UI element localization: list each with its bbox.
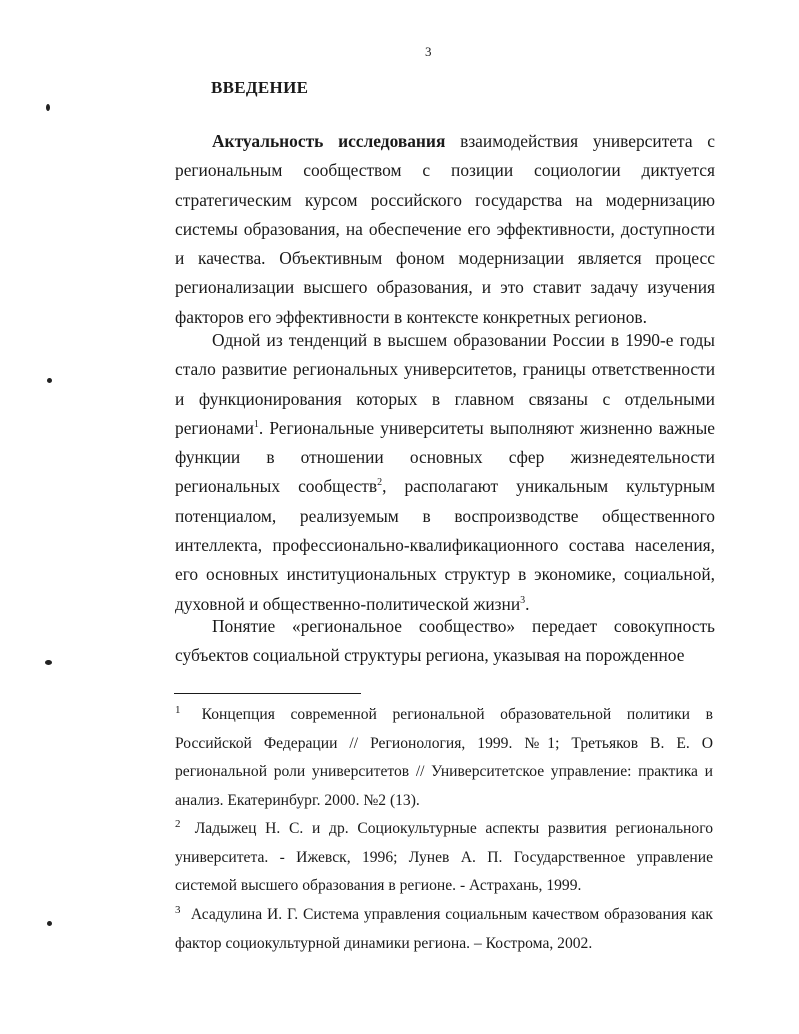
- paragraph-3: [175, 612, 715, 671]
- footnote-ref-1: 1: [253, 419, 259, 431]
- scan-speck: [45, 660, 52, 665]
- footnote-separator: [174, 693, 361, 694]
- footnote-3-text: Асадулина И. Г. Система управления социальным качеством образования как фактор социокультурной динамики региона. – Кострома, 2002.: [175, 906, 713, 952]
- page-number: 3: [425, 44, 432, 59]
- scan-speck: [47, 921, 52, 926]
- section-heading: ВВЕДЕНИЕ: [211, 78, 309, 97]
- paragraph-1-text: взаимодействия университета с региональным сообществом с позиции социологии диктуется стратегическим курсом российского государства на модернизацию системы образования, на обеспечение его эффективности, доступности и качества. Объективным фоном модернизации является процесс регионализации высшего образования, и это ставит задачу изучения факторов его эффективности в контексте конкретных регионов.: [175, 131, 716, 327]
- paragraph-2: [175, 326, 715, 619]
- paragraph-2-text-d: .: [525, 593, 530, 614]
- footnote-2: 2 Ладыжец Н. С. и др. Социокультурные аспекты развития регионального университета. - Ижевск, 1996; Лунев А. П. Государственное управление системой высшего образования в регионе. - Астрахань, 1999.: [175, 818, 713, 895]
- footnote-1: 1 Концепция современной региональной образовательной политики в Российской Федерации // Регионология, 1999. №1; Третьяков В. Е. О региональной роли университетов // Университетское управление: практика и анализ. Екатеринбург. 2000. №2 (13).: [175, 704, 713, 809]
- paragraph-2-text-c: , располагают уникальным культурным потенциалом, реализуемым в воспроизводстве общественного интеллекта, профессионально-квалификационного состава населения, его основных институциональных структур в экономике, социальной, духовной и общественно-политической жизни: [175, 476, 715, 614]
- footnote-2-text: Ладыжец Н. С. и др. Социокультурные аспекты развития регионального университета. - Ижевск, 1996; Лунев А. П. Государственное управление системой высшего образования в регионе. - Астрахань, 1999.: [175, 820, 713, 895]
- paragraph-1: [175, 127, 715, 332]
- paragraph-1-lead: Актуальность исследования: [212, 131, 446, 151]
- footnote-1-text: Концепция современной региональной образовательной политики в Российской Федерации // Регионология, 1999. №1; Третьяков В. Е. О региональной роли университетов // Университетское управление: практика и анализ. Екатеринбург. 2000. №2 (13).: [175, 706, 713, 809]
- footnote-ref-3: 3: [520, 594, 526, 606]
- paragraph-3-text: Понятие «региональное сообщество» передает совокупность субъектов социальной структуры региона, указывая на порожденное: [175, 616, 715, 666]
- paragraph-2-text-a: Одной из тенденций в высшем образовании России в 1990-е годы стало развитие региональных университетов, границы ответственности и функционирования которых в главном связаны с отдельными регионами: [175, 330, 715, 438]
- scan-speck: [47, 378, 52, 383]
- paragraph-2-text-b: . Региональные университеты выполняют жизненно важные функции в отношении основных сфер жизнедеятельности региональных сообществ: [175, 417, 715, 497]
- scan-speck: [46, 104, 50, 111]
- footnote-3: 3 Асадулина И. Г. Система управления социальным качеством образования как фактор социокультурной динамики региона. – Кострома, 2002.: [175, 904, 713, 952]
- footnote-ref-2: 2: [377, 477, 383, 489]
